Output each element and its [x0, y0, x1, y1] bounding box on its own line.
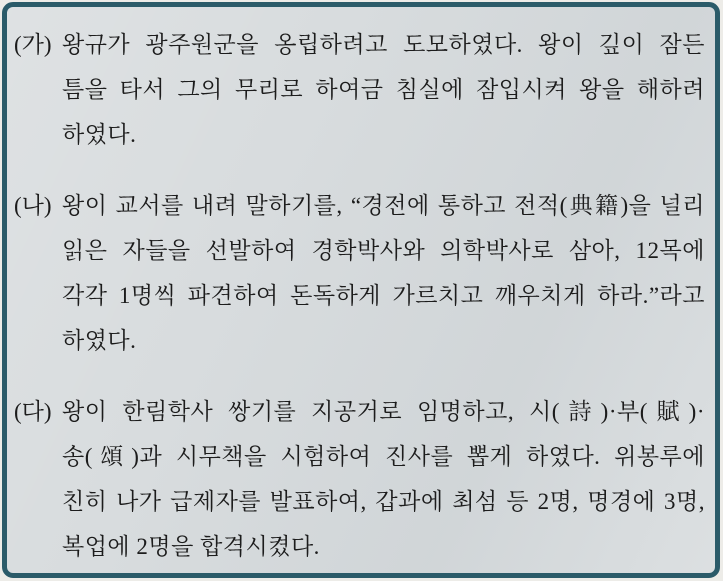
passage-paragraph — [14, 22, 705, 157]
text-line: 송(頌)과 시무책을 시험하여 진사를 뽑게 하였다. 위봉루에 — [62, 444, 705, 469]
text-line: 각각 1명씩 파견하여 돈독하게 가르치고 깨우치게 하라.”라고 — [62, 283, 705, 308]
passage-paragraph — [14, 389, 705, 569]
text-line: 하였다. — [62, 122, 137, 147]
passage-panel — [2, 2, 720, 578]
text-line: 친히 나가 급제자를 발표하여, 갑과에 최섬 등 2명, 명경에 3명, — [62, 489, 705, 514]
passage-paragraph — [14, 183, 705, 363]
text-line: 왕이 교서를 내려 말하기를, “경전에 통하고 전적(典籍)을 널리 — [62, 193, 705, 218]
text-line: 하였다. — [62, 328, 137, 353]
text-line: 틈을 타서 그의 무리로 하여금 침실에 잠입시켜 왕을 해하려 — [62, 77, 705, 102]
text-line: 왕이 한림학사 쌍기를 지공거로 임명하고, 시(詩)·부(賦)· — [62, 399, 705, 424]
text-line: 복업에 2명을 합격시켰다. — [62, 534, 320, 559]
paragraph-label: (가) — [14, 32, 52, 57]
paragraph-label: (다) — [14, 399, 52, 424]
paragraph-label: (나) — [14, 193, 52, 218]
text-line: 왕규가 광주원군을 옹립하려고 도모하였다. 왕이 깊이 잠든 — [62, 32, 705, 57]
passage-list — [14, 22, 705, 569]
text-line: 읽은 자들을 선발하여 경학박사와 의학박사로 삼아, 12목에 — [62, 238, 705, 263]
